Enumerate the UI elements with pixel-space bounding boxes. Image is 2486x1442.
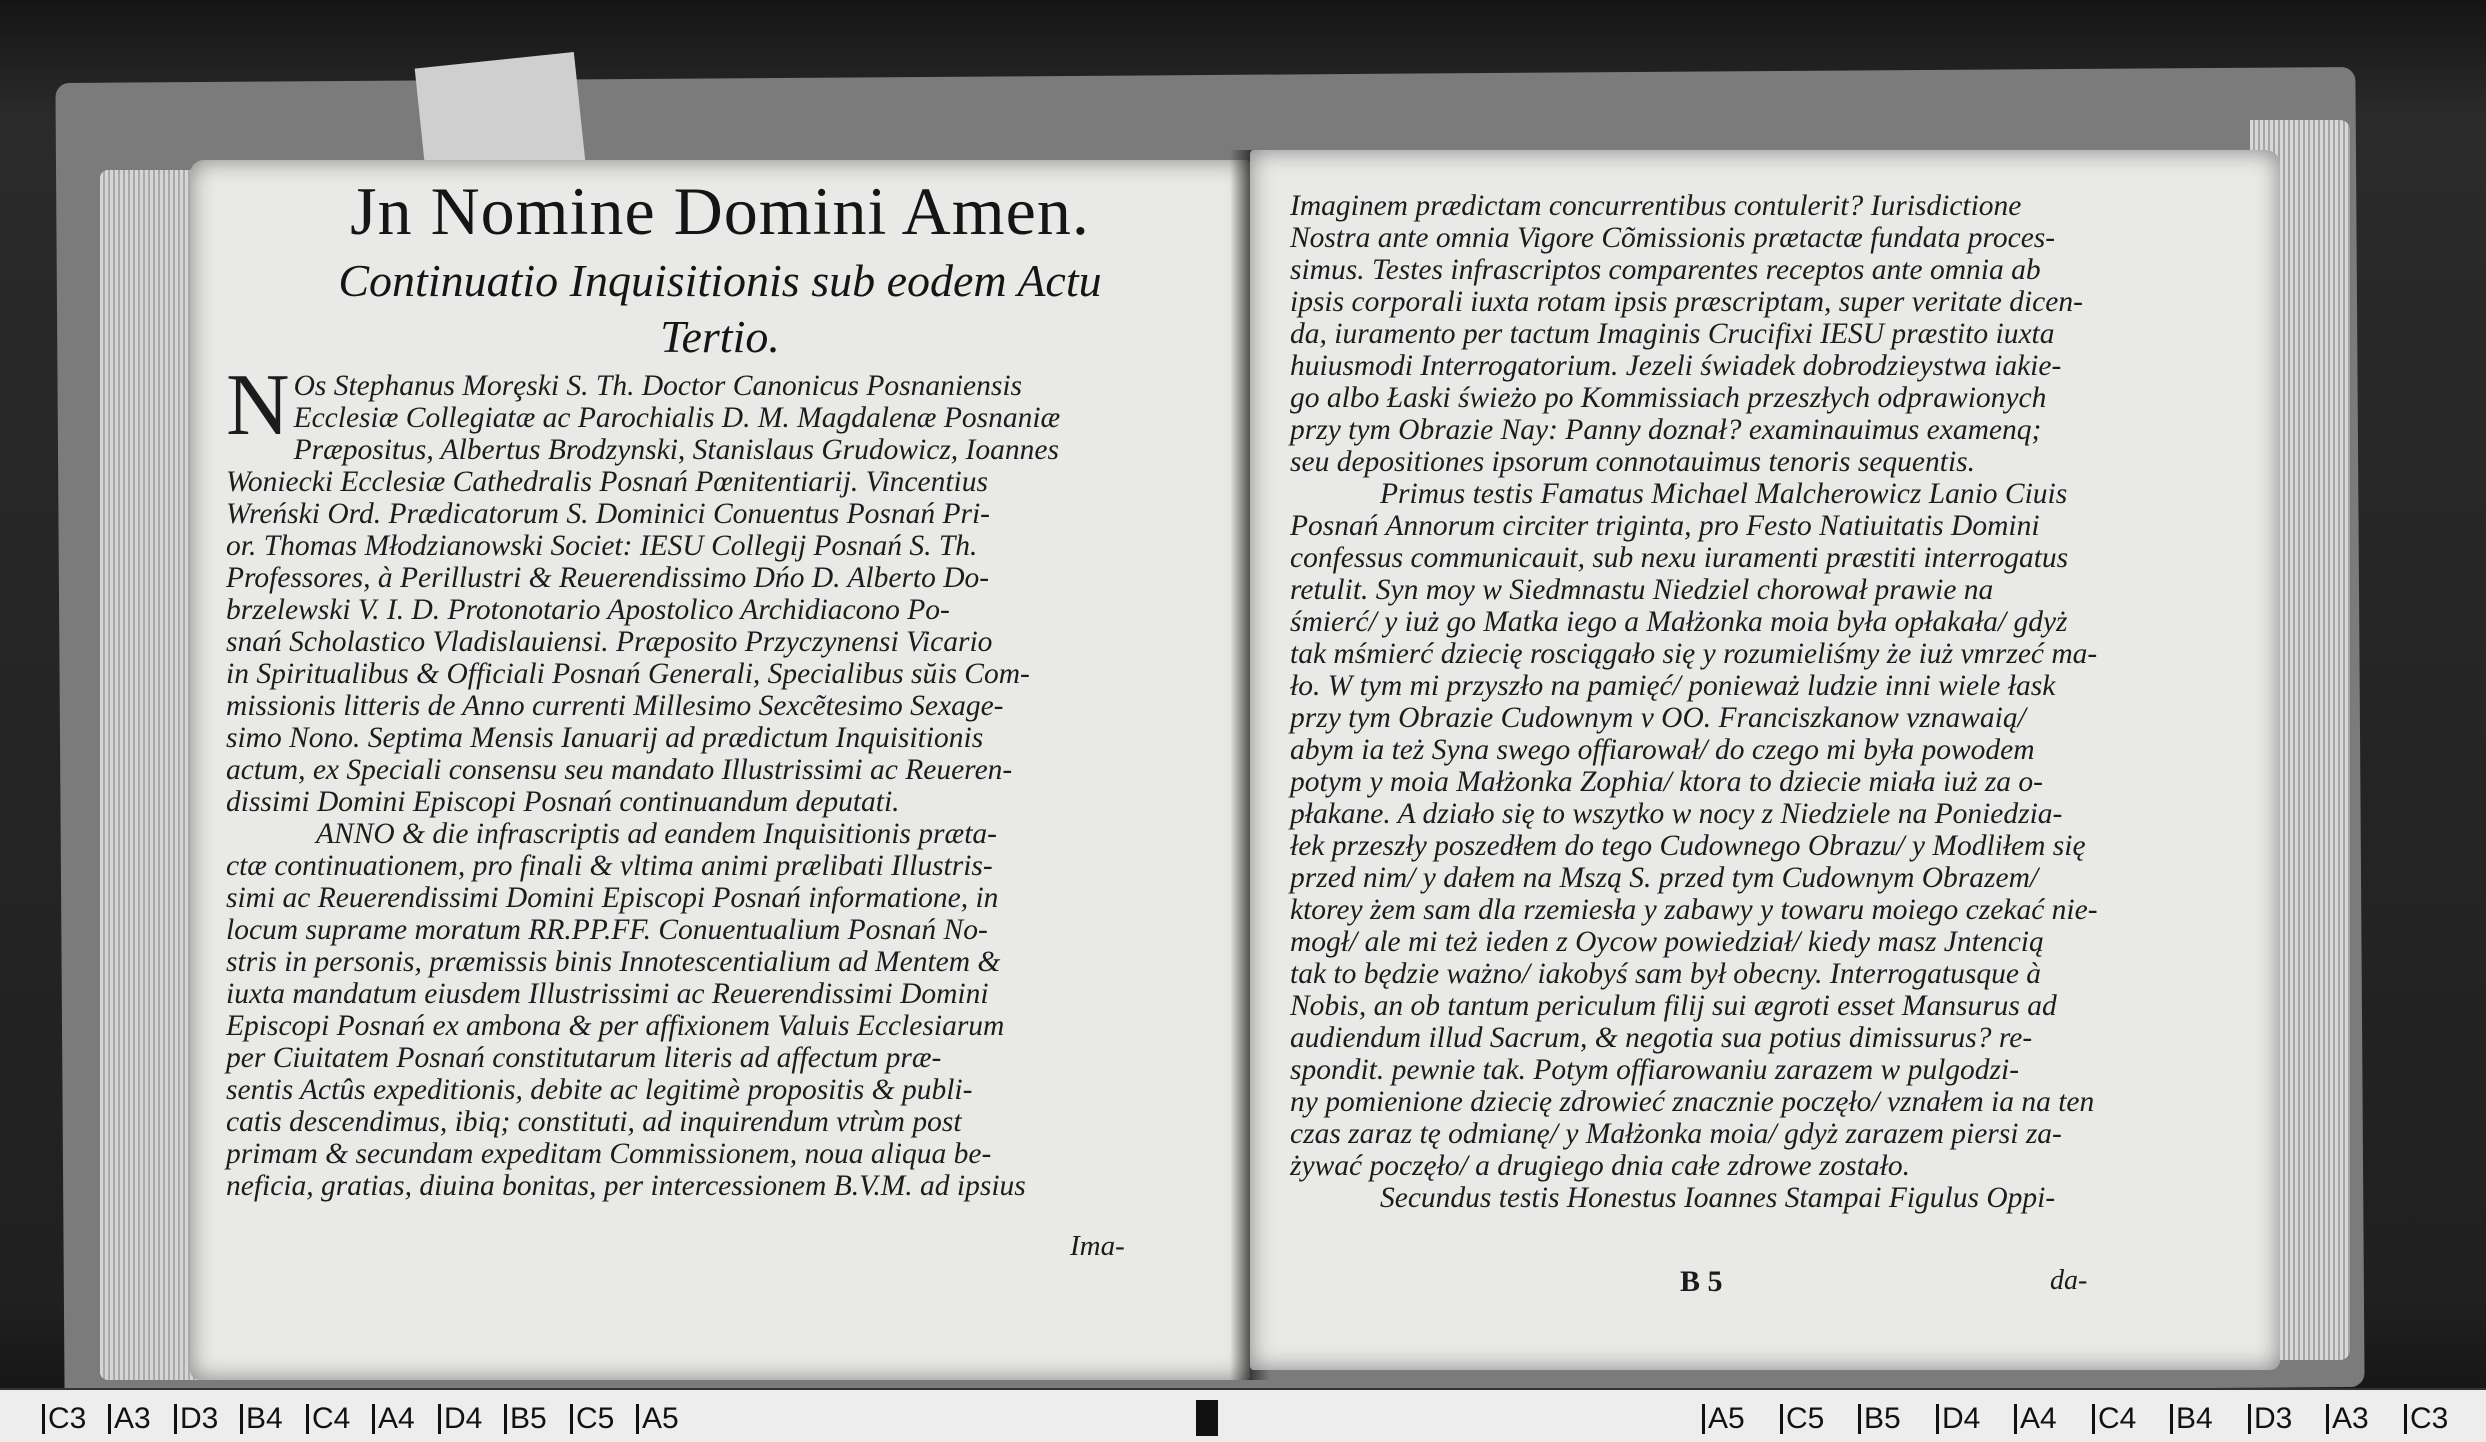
right-page-body [1290, 190, 2240, 1214]
left-page-text-line: Woniecki Ecclesiæ Cathedralis Posnań Pœnitentiarij. Vincentius [226, 466, 988, 498]
right-page [1250, 150, 2280, 1370]
dropcap: N [226, 357, 290, 454]
page-subtitle-continued: Tertio. [660, 311, 780, 362]
reference-marker: A3 [114, 1402, 151, 1435]
left-page-text-line: Præpositus, Albertus Brodzynski, Stanislaus Grudowicz, Ioannes [293, 434, 1059, 466]
page-subtitle: Continuatio Inquisitionis sub eodem Actu [338, 255, 1102, 306]
left-page-text-line: simi ac Reuerendissimi Domini Episcopi Posnań informatione, in [226, 882, 999, 914]
reference-marker: C5 [576, 1402, 615, 1435]
right-page-text-line: Nobis, an ob tantum periculum filij sui ægroti esset Mansurus ad [1290, 990, 2057, 1022]
right-page-text-line: śmierć/ y iuż go Matka iego a Małżonka moia była opłakała/ gdyż [1290, 606, 2068, 638]
right-page-text-line: żywać poczęło/ a drugiego dnia całe zdrowe zostało. [1290, 1150, 1910, 1182]
left-page-text-line: Ecclesiæ Collegiatæ ac Parochialis D. M. Magdalenæ Posnaniæ [293, 402, 1061, 434]
left-page-body [226, 357, 1206, 1202]
reference-marker: C3 [2410, 1402, 2449, 1435]
signature-mark: B 5 [1680, 1265, 1723, 1298]
right-page-text-line: tak mśmierć dziecię rosciągało się y rozumieliśmy że iuż vmrzeć ma- [1290, 638, 2098, 670]
left-page-text-line: actum, ex Speciali consensu seu mandato Illustrissimi ac Reueren- [226, 754, 1013, 786]
reference-marker: B4 [246, 1402, 283, 1435]
right-page-text-line: Primus testis Famatus Michael Malcherowicz Lanio Ciuis [1380, 478, 2068, 510]
right-page-text-line: confessus communicauit, sub nexu iuramenti præstiti interrogatus [1290, 542, 2069, 574]
right-page-text-line: czas zaraz tę odmianę/ y Małżonka moia/ gdyż zarazem piersi za- [1290, 1118, 2062, 1150]
right-page-text-line: ktorey żem sam dla rzemiesła y zabawy y towaru moiego czekać nie- [1290, 894, 2098, 926]
right-page-text-line: retulit. Syn moy w Siedmnastu Niedziel chorował prawie na [1290, 574, 1994, 606]
reference-strip [0, 1388, 2486, 1442]
left-page-text-line: in Spiritualibus & Officiali Posnań Generali, Specialibus sŭis Com- [226, 658, 1030, 690]
right-page-text-line: Posnań Annorum circiter triginta, pro Festo Natiuitatis Domini [1290, 510, 2040, 542]
left-page-text-line: stris in personis, præmissis binis Innotescentialium ad Mentem & [226, 946, 1001, 978]
right-page-text-line: ło. W tym mi przyszło na pamięć/ ponieważ ludzie inni wiele łask [1290, 670, 2056, 702]
reference-marker: A4 [378, 1402, 415, 1435]
left-page-text-line: Professores, à Perillustri & Reuerendissimo Dńo D. Alberto Do- [226, 562, 990, 594]
right-page-text-line: tak to będzie ważno/ iakobyś sam był obecny. Interrogatusque à [1290, 958, 2042, 990]
right-page-text-line: mogł/ ale mi też ieden z Oycow powiedział/ kiedy masz Jntencią [1290, 926, 2044, 958]
reference-marker: C3 [48, 1402, 87, 1435]
left-page-lines [226, 357, 1206, 1202]
right-page-text-line: ipsis corporali iuxta rotam ipsis præscriptam, super veritate dicen- [1290, 286, 2083, 318]
page-title: Jn Nomine Domini Amen. [350, 173, 1090, 249]
right-page-text-line: Secundus testis Honestus Ioannes Stampai Figulus Oppi- [1380, 1182, 2056, 1214]
right-page-text-line: abym ia też Syna swego offiarował/ do czego mi była powodem [1290, 734, 2035, 766]
left-page-text-line: dissimi Domini Episcopi Posnań continuandum deputati. [226, 786, 900, 818]
right-page-text-line: da, iuramento per tactum Imaginis Crucifixi IESU præstito iuxta [1290, 318, 2055, 350]
right-page-text-line: łek przeszły poszedłem do tego Cudownego Obrazu/ y Modliłem się [1290, 830, 2086, 862]
left-page-text-line: per Ciuitatem Posnań constitutarum literis ad affectum præ- [226, 1042, 942, 1074]
left-page [190, 160, 1250, 1380]
left-page-text-line: or. Thomas Młodzianowski Societ: IESU Collegij Posnań S. Th. [226, 530, 978, 562]
right-page-text-line: huiusmodi Interrogatorium. Jezeli świadek dobrodzieystwa iakie- [1290, 350, 2062, 382]
right-page-text-line: przy tym Obrazie Cudownym v OO. Franciszkanow vznawaią/ [1290, 702, 2026, 734]
right-page-text-line: potym y moia Małżonka Zophia/ ktora to dziecie miała iuż za o- [1290, 766, 2043, 798]
reference-marker: D3 [2254, 1402, 2293, 1435]
reference-marker: B5 [510, 1402, 547, 1435]
left-page-text-line: neficia, gratias, diuina bonitas, per intercessionem B.V.M. ad ipsius [226, 1170, 1026, 1202]
catchword-right: da- [2050, 1265, 2088, 1296]
right-page-text-line: płakane. A działo się to wszytko w nocy z Niedziele na Poniedzia- [1290, 798, 2063, 830]
catchword-left: Ima- [1070, 1230, 1125, 1262]
right-page-text-line: Nostra ante omnia Vigore Cõmissionis prætactæ fundata proces- [1290, 222, 2056, 254]
left-page-text-line: ANNO & die infrascriptis ad eandem Inquisitionis præta- [316, 818, 997, 850]
left-page-text-line: locum suprame moratum RR.PP.FF. Conuentualium Posnań No- [226, 914, 988, 946]
right-page-text-line: spondit. pewnie tak. Potym offiarowaniu zarazem w pulgodzi- [1290, 1054, 2020, 1086]
left-page-text-line: ctæ continuationem, pro finali & vltima animi prælibati Illustris- [226, 850, 993, 882]
left-page-text-line: Os Stephanus Morȩski S. Th. Doctor Canonicus Posnaniensis [293, 370, 1023, 402]
reference-marker: B5 [1864, 1402, 1901, 1435]
right-page-text-line: przed nim/ y dałem na Mszą S. przed tym Cudownym Obrazem/ [1290, 862, 2039, 894]
reference-marker: A5 [642, 1402, 679, 1435]
reference-marker: D4 [1942, 1402, 1981, 1435]
reference-marker: D3 [180, 1402, 219, 1435]
right-page-lines [1290, 190, 2240, 1214]
right-page-text-line: przy tym Obrazie Nay: Panny doznał? examinauimus examenq; [1290, 414, 2042, 446]
left-page-text-line: sentis Actûs expeditionis, debite ac legitimè propositis & publi- [226, 1074, 973, 1106]
reference-marker: A4 [2020, 1402, 2057, 1435]
center-register-mark [1196, 1400, 1218, 1436]
left-page-text-line: brzelewski V. I. D. Protonotario Apostolico Archidiacono Po- [226, 594, 950, 626]
right-page-text-line: seu depositiones ipsorum connotauimus tenoris sequentis. [1290, 446, 1976, 478]
reference-marker: A3 [2332, 1402, 2369, 1435]
right-page-text-line: Imaginem prædictam concurrentibus contulerit? Iurisdictione [1290, 190, 2022, 222]
right-page-text-line: audiendum illud Sacrum, & negotia sua potius dimissurus? re- [1290, 1022, 2033, 1054]
left-page-text-line: catis descendimus, ibiq; constituti, ad inquirendum vtrùm post [226, 1106, 962, 1138]
left-page-text-line: snań Scholastico Vladislauiensi. Præposito Przyczynensi Vicario [226, 626, 993, 658]
left-page-text-line: simo Nono. Septima Mensis Ianuarij ad prædictum Inquisitionis [226, 722, 984, 754]
right-page-text-line: simus. Testes infrascriptos comparentes receptos ante omnia ab [1290, 254, 2041, 286]
reference-marker: D4 [444, 1402, 483, 1435]
reference-marker: C5 [1786, 1402, 1825, 1435]
reference-marker: C4 [2098, 1402, 2137, 1435]
left-page-text-line: missionis litteris de Anno currenti Millesimo Sexcẽtesimo Sexage- [226, 690, 1004, 722]
right-page-text-line: go albo Łaski świeżo po Kommissiach przeszłych odprawionych [1290, 382, 2047, 414]
left-page-text-line: Episcopi Posnań ex ambona & per affixionem Valuis Ecclesiarum [226, 1010, 1005, 1042]
left-page-text-line: iuxta mandatum eiusdem Illustrissimi ac Reuerendissimi Domini [226, 978, 989, 1010]
right-page-text-line: ny pomienione dziecię zdrowieć znacznie poczęło/ vznałem ia na ten [1290, 1086, 2095, 1118]
left-page-text-line: Wreński Ord. Prædicatorum S. Dominici Conuentus Posnań Pri- [226, 498, 990, 530]
reference-marker: A5 [1708, 1402, 1745, 1435]
left-page-text-line: primam & secundam expeditam Commissionem, noua aliqua be- [226, 1138, 992, 1170]
reference-marker: C4 [312, 1402, 351, 1435]
reference-marker: B4 [2176, 1402, 2213, 1435]
